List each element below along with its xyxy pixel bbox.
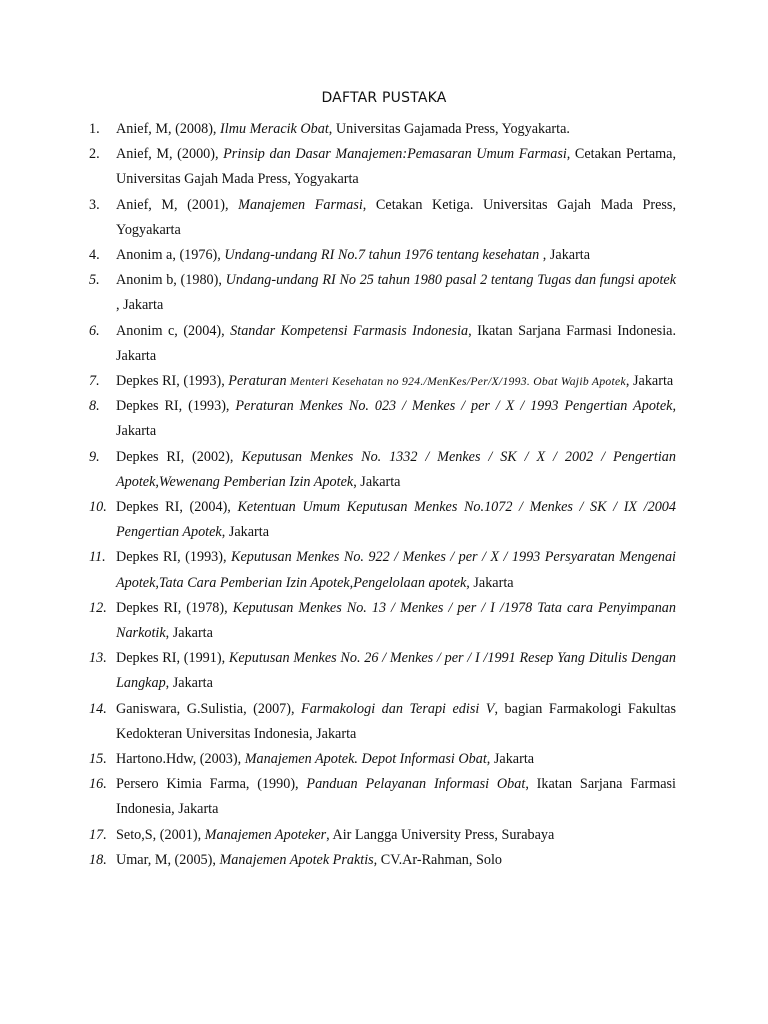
reference-number: 18. [89, 851, 107, 868]
reference-item [89, 268, 676, 318]
reference-publisher: , Cetakan Ketiga. Universitas Gajah Mada Press, Yogyakarta [116, 196, 676, 238]
reference-item [89, 394, 676, 444]
reference-title: Keputusan Menkes No. 13 / Menkes / per / I /1978 Tata cara Penyimpanan Narkotik [116, 599, 676, 642]
reference-publisher: , Universitas Gajamada Press, Yogyakarta. [328, 121, 570, 137]
reference-publisher: , Jakarta [221, 524, 270, 541]
reference-title: Ilmu Meracik Obat [220, 121, 329, 137]
reference-title: Ketentuan Umum Keputusan Menkes No.1072 / Menkes / SK / IX /2004 Pengertian Apotek [116, 499, 676, 541]
reference-author-year: Persero Kimia Farma, (1990), [116, 776, 307, 793]
reference-publisher: , Ikatan Sarjana Farmasi Indonesia, Jakarta [116, 776, 676, 818]
reference-number: 8. [89, 398, 100, 415]
reference-author-year: Depkes RI, (1993), [116, 398, 236, 415]
reference-item [89, 545, 676, 595]
reference-author-year: Anief, M, (2008), [116, 121, 221, 137]
reference-title: Manajemen Apoteker [204, 826, 327, 843]
reference-publisher: , Jakarta [353, 473, 401, 490]
reference-list [89, 117, 676, 873]
reference-publisher: , Jakarta [165, 675, 213, 692]
reference-item [89, 697, 676, 747]
reference-item [89, 445, 676, 495]
reference-title: Manajemen Apotek. Depot Informasi Obat [244, 751, 487, 768]
reference-number: 14. [89, 700, 107, 717]
reference-publisher: , Jakarta [165, 625, 213, 642]
reference-number: 1. [89, 121, 100, 137]
reference-title: Keputusan Menkes No. 26 / Menkes / per / I /1991 Resep Yang Ditulis Dengan Langkap [116, 650, 677, 692]
reference-author-year: Hartono.Hdw, (2003), [116, 751, 245, 768]
reference-publisher: , Jakarta [539, 247, 591, 264]
reference-publisher: , bagian Farmakologi Fakultas Kedokteran Universitas Indonesia, Jakarta [116, 700, 676, 742]
reference-item [89, 823, 676, 848]
reference-publisher: , Jakarta [116, 297, 164, 314]
reference-item [89, 193, 676, 243]
reference-item [89, 848, 676, 873]
reference-number: 12. [89, 599, 107, 616]
reference-number: 9. [89, 448, 100, 465]
reference-publisher: Jakarta [469, 574, 514, 591]
reference-item [89, 772, 676, 822]
reference-title: Panduan Pelayanan Informasi Obat [306, 776, 526, 793]
reference-number: 11. [89, 549, 106, 566]
reference-author-year: Depkes RI, (2002), [116, 448, 242, 465]
reference-author-year: Anief, M, (2001), [116, 196, 239, 213]
reference-author-year: Anonim c, (2004), [116, 322, 231, 339]
reference-title: Keputusan Menkes No. 922 / Menkes / per / X / 1993 Persyaratan Mengenai Apotek,Tata Cara Pemberian Izin Apotek,Pengelolaan apotek, [116, 549, 677, 591]
reference-number: 6. [89, 322, 100, 339]
reference-item [89, 596, 676, 646]
reference-author-year: Anonim a, (1976), [116, 247, 225, 264]
reference-number: 16. [89, 776, 107, 793]
reference-title: Peraturan Menkes No. 023 / Menkes / per / X / 1993 Pengertian Apotek, [235, 398, 676, 415]
reference-publisher: CV.Ar-Rahman, Solo [377, 851, 502, 868]
reference-number: 5. [89, 272, 100, 289]
reference-publisher: , Jakarta [486, 751, 535, 768]
reference-author-year: Umar, M, (2005), [116, 851, 220, 868]
reference-item [89, 243, 676, 268]
reference-author-year: Anonim b, (1980), [116, 272, 226, 289]
reference-title: Prinsip dan Dasar Manajemen:Pemasaran Umum Farmasi [223, 146, 567, 163]
reference-author-year: Depkes RI, (1991), [116, 650, 229, 667]
reference-number: 7. [89, 373, 100, 390]
reference-title: Manajemen Apotek Praktis, [219, 851, 378, 868]
reference-number: 2. [89, 146, 100, 163]
reference-item [89, 117, 676, 142]
page-title: DAFTAR PUSTAKA [321, 90, 447, 106]
reference-author-year: Depkes RI, (2004), [116, 499, 238, 516]
reference-number: 10. [89, 499, 107, 516]
reference-item [89, 142, 676, 192]
reference-title: Manajemen Farmasi [238, 196, 363, 213]
reference-title: Undang-undang RI No.7 tahun 1976 tentang kesehatan [224, 247, 540, 264]
reference-title: Keputusan Menkes No. 1332 / Menkes / SK / X / 2002 / Pengertian Apotek,Wewenang Pemberian Izin Apotek [116, 448, 676, 490]
reference-number: 17. [89, 826, 107, 843]
reference-publisher: , Ikatan Sarjana Farmasi Indonesia. Jakarta [116, 322, 676, 364]
reference-publisher: , Jakarta [625, 373, 674, 390]
reference-author-year: Depkes RI, (1993), [116, 373, 229, 390]
reference-item [89, 646, 676, 696]
reference-title: Farmakologi dan Terapi edisi V [301, 700, 495, 717]
reference-title: Undang-undang RI No 25 tahun 1980 pasal 2 tentang Tugas dan fungsi apotek [225, 272, 676, 289]
reference-publisher: , Air Langga University Press, Surabaya [326, 826, 555, 843]
reference-number: 3. [89, 196, 100, 213]
reference-author-year: Anief, M, (2000), [116, 146, 224, 163]
reference-number: 13. [89, 650, 107, 667]
reference-title-continued: Menteri Kesehatan no 924./MenKes/Per/X/1993. Obat Wajib Apotek [286, 375, 626, 389]
reference-author-year: Ganiswara, G.Sulistia, (2007), [116, 700, 302, 717]
reference-author-year: Depkes RI, (1993), [116, 549, 231, 566]
reference-author-year: Depkes RI, (1978), [116, 599, 233, 616]
reference-item [89, 369, 676, 394]
reference-item [89, 747, 676, 772]
reference-publisher: Jakarta [116, 423, 157, 440]
reference-item [89, 495, 676, 545]
reference-publisher: , Cetakan Pertama, Universitas Gajah Mada Press, Yogyakarta [116, 146, 677, 188]
reference-title: Peraturan [228, 373, 287, 390]
reference-author-year: Seto,S, (2001), [116, 826, 205, 843]
reference-title: Standar Kompetensi Farmasis Indonesia [230, 322, 469, 339]
reference-item [89, 319, 676, 369]
reference-number: 4. [89, 247, 100, 264]
reference-number: 15. [89, 751, 107, 768]
